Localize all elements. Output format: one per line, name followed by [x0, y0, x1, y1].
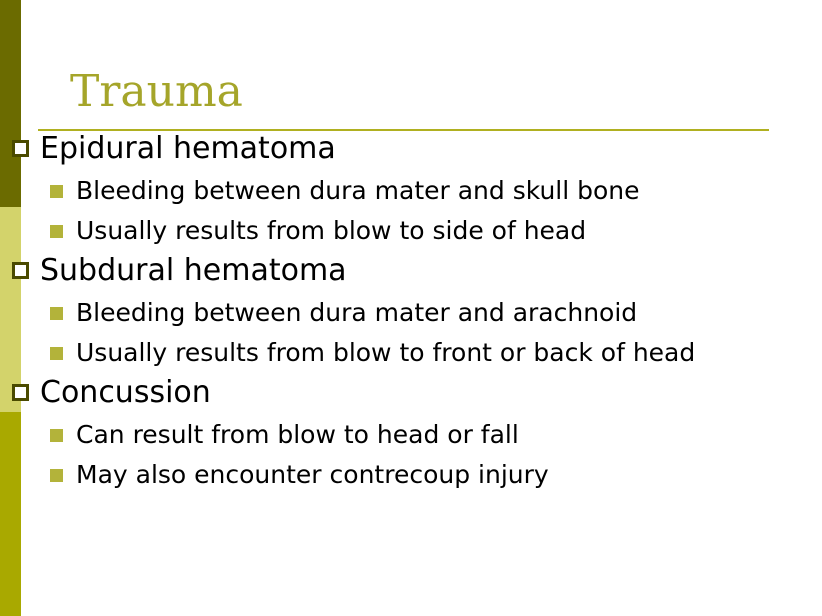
topic-point [0, 293, 822, 333]
topic-point-text: Bleeding between dura mater and arachnoid [76, 298, 638, 327]
topic-point-text: Can result from blow to head or fall [76, 420, 519, 449]
hollow-square-bullet-icon [12, 384, 29, 401]
filled-square-bullet-icon [50, 429, 63, 442]
filled-square-bullet-icon [50, 307, 63, 320]
topic-subdural [0, 251, 822, 293]
topic-point-text: Bleeding between dura mater and skull bone [76, 176, 640, 205]
topic-point-text: Usually results from blow to side of head [76, 216, 587, 245]
topic-point-text: May also encounter contrecoup injury [76, 460, 549, 489]
hollow-square-bullet-icon [12, 262, 29, 279]
topic-point [0, 333, 822, 373]
filled-square-bullet-icon [50, 469, 63, 482]
filled-square-bullet-icon [50, 225, 63, 238]
bullet-outline [0, 129, 822, 495]
topic-point-text: Usually results from blow to front or back of head [76, 338, 696, 367]
topic-point [0, 171, 822, 211]
topic-epidural [0, 129, 822, 171]
topic-concussion [0, 373, 822, 415]
filled-square-bullet-icon [50, 347, 63, 360]
topic-heading: Epidural hematoma [40, 131, 336, 166]
slide-title: Trauma [70, 66, 243, 117]
topic-point [0, 455, 822, 495]
topic-heading: Concussion [40, 375, 211, 410]
topic-point [0, 211, 822, 251]
topic-point [0, 415, 822, 455]
topic-heading: Subdural hematoma [40, 253, 347, 288]
filled-square-bullet-icon [50, 185, 63, 198]
hollow-square-bullet-icon [12, 140, 29, 157]
